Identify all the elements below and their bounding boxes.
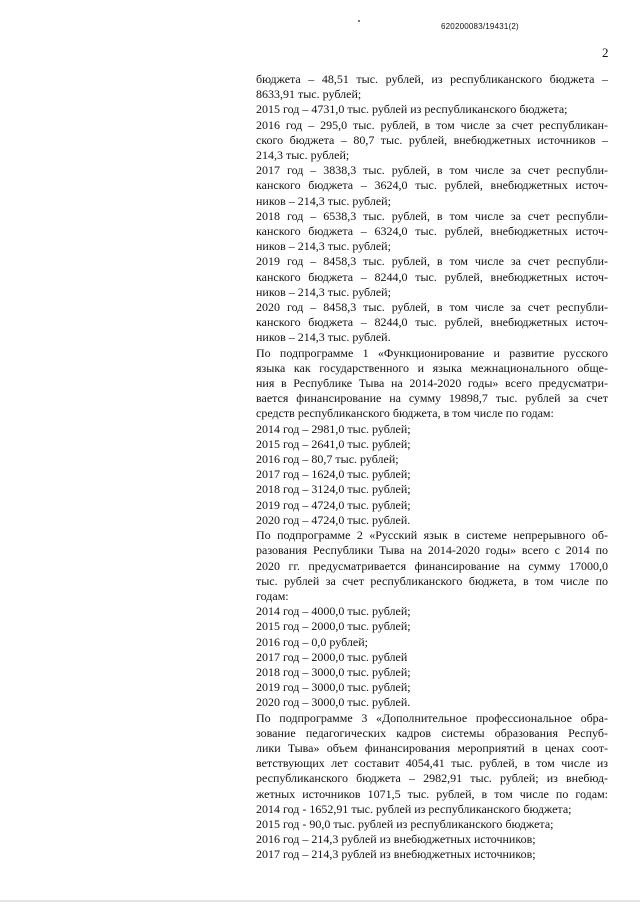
document-body [256,72,608,863]
text-line: 2014 год – 4000,0 тыс. рублей; [256,604,411,619]
text-line: 2015 год - 90,0 тыс. рублей из республиканского бюджета; [256,816,554,831]
text-line: ветствующих лет составит 4054,41 тыс. рублей, в том числе из [256,756,608,771]
text-line: 2016 год – 214,3 рублей из внебюджетных источников; [256,832,536,847]
text-line: лики Тыва» объем финансирования мероприятий в ценах соот- [256,740,608,755]
text-line: 2019 год – 3000,0 тыс. рублей; [256,680,411,695]
text-line: 2018 год – 6538,3 тыс. рублей, в том числе за счет республи- [256,208,608,223]
text-line: ников – 214,3 тыс. рублей. [256,330,391,345]
text-line: 2016 год – 0,0 рублей; [256,634,368,649]
text-line: средств республиканского бюджета, в том числе по годам: [256,406,554,421]
text-line: канского бюджета – 3624,0 тыс. рублей, внебюджетных источ- [256,178,608,193]
text-line: 2019 год – 8458,3 тыс. рублей, в том числе за счет республи- [256,254,608,269]
text-line: По подпрограмме 2 «Русский язык в системе непрерывного об- [256,528,608,543]
text-line: 214,3 тыс. рублей; [256,148,350,163]
text-line: ников – 214,3 тыс. рублей; [256,284,391,299]
scan-speck [358,20,360,22]
text-line: 2017 год – 214,3 рублей из внебюджетных источников; [256,847,536,862]
text-line: 2015 год – 2641,0 тыс. рублей; [256,436,411,451]
text-line: годам: [256,588,289,603]
text-line: канского бюджета – 6324,0 тыс. рублей, внебюджетных источ- [256,224,608,239]
text-line: канского бюджета – 8244,0 тыс. рублей, внебюджетных источ- [256,269,608,284]
text-line: 2017 год – 3838,3 тыс. рублей, в том числе за счет республи- [256,163,608,178]
text-line: 2020 год – 4724,0 тыс. рублей. [256,512,411,527]
text-line: жетных источников 1071,5 тыс. рублей, в том числе по годам: [256,786,608,801]
text-line: бюджета – 48,51 тыс. рублей, из республиканского бюджета – [256,72,608,86]
text-line: ников – 214,3 тыс. рублей; [256,193,391,208]
text-line: По подпрограмме 1 «Функционирование и развитие русского [256,345,608,360]
scan-bottom-edge [0,900,640,902]
text-line: 8633,91 тыс. рублей; [256,87,362,102]
text-line: 2019 год – 4724,0 тыс. рублей; [256,497,411,512]
text-line: зование педагогических кадров системы образования Респуб- [256,725,608,740]
text-line: ников – 214,3 тыс. рублей; [256,239,391,254]
text-line: По подпрограмме 3 «Дополнительное профессиональное обра- [256,710,608,725]
page-number: 2 [602,45,609,60]
text-line: 2015 год – 4731,0 тыс. рублей из республиканского бюджета; [256,102,568,117]
text-line: 2018 год – 3000,0 тыс. рублей; [256,664,411,679]
text-line: 2014 год – 2981,0 тыс. рублей; [256,421,411,436]
text-line: ния в Республике Тыва на 2014-2020 годы» всего предусматри- [256,376,608,391]
text-line: 2017 год – 1624,0 тыс. рублей; [256,467,411,482]
text-line: 2014 год - 1652,91 тыс. рублей из республиканского бюджета; [256,801,572,816]
text-line: 2018 год – 3124,0 тыс. рублей; [256,482,411,497]
text-line: ского бюджета – 80,7 тыс. рублей, внебюджетных источников – [256,132,608,147]
text-line: канского бюджета – 8244,0 тыс. рублей, внебюджетных источ- [256,315,608,330]
document-id: 620200083/19431(2) [441,22,519,31]
text-line: 2020 гг. предусматривается финансирование на сумму 17000,0 [256,558,608,573]
text-line: тыс. рублей за счет республиканского бюджета, в том числе по [256,573,608,588]
text-line: 2017 год – 2000,0 тыс. рублей [256,649,408,664]
text-line: 2016 год – 295,0 тыс. рублей, в том числе за счет республикан- [256,117,608,132]
text-line: 2015 год – 2000,0 тыс. рублей; [256,619,411,634]
text-line: республиканского бюджета – 2982,91 тыс. рублей; из внебюд- [256,771,608,786]
text-line: вается финансирование на сумму 19898,7 тыс. рублей за счет [256,391,608,406]
text-line: разования Республики Тыва на 2014-2020 годы» всего с 2014 по [256,543,608,558]
text-line: 2020 год – 8458,3 тыс. рублей, в том числе за счет республи- [256,300,608,315]
text-line: языка как государственного и языка межнационального обще- [256,360,608,375]
text-line: 2020 год – 3000,0 тыс. рублей. [256,695,411,710]
text-line: 2016 год – 80,7 тыс. рублей; [256,452,399,467]
